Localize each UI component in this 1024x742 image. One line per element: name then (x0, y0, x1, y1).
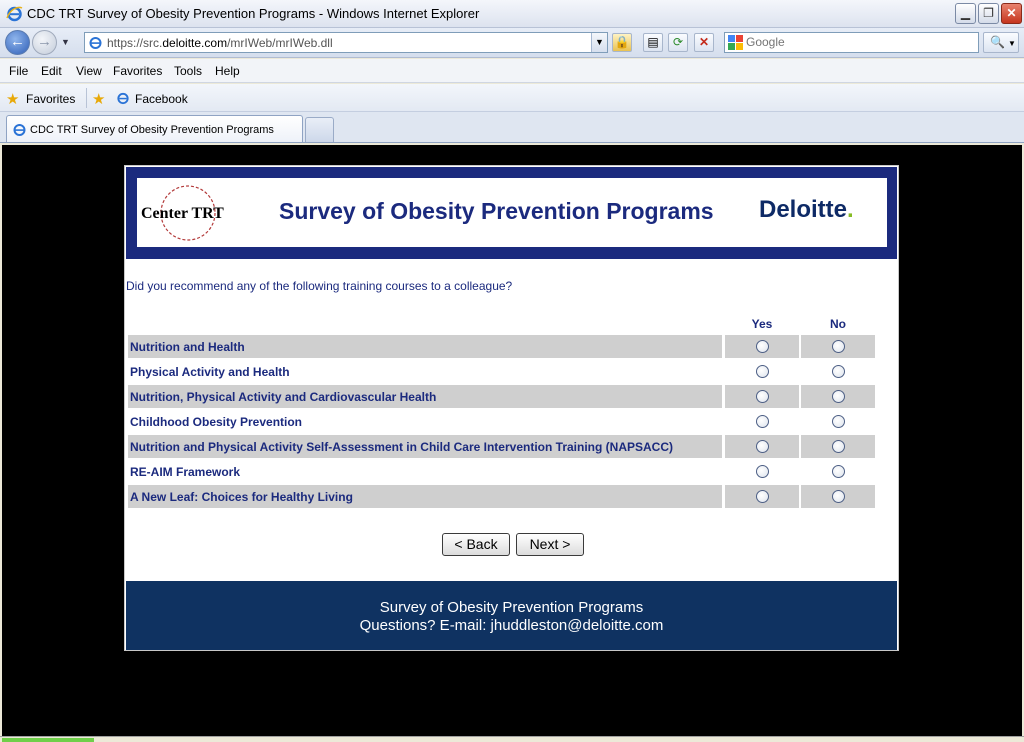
search-input[interactable] (746, 35, 966, 49)
next-button[interactable]: Next > (516, 533, 584, 556)
center-trt-logo (140, 182, 240, 244)
yes-cell (725, 335, 799, 358)
banner-title: Survey of Obesity Prevention Programs (279, 198, 714, 224)
menu-view[interactable]: View (76, 64, 102, 78)
survey-banner (126, 167, 897, 259)
radio-no[interactable] (832, 440, 845, 453)
compatibility-view-icon[interactable]: ▤ (643, 33, 663, 52)
table-row (128, 485, 874, 508)
survey-container (124, 165, 899, 651)
tab-survey[interactable] (6, 115, 303, 142)
no-cell (801, 360, 875, 383)
course-label: Physical Activity and Health (130, 365, 290, 379)
no-cell (801, 435, 875, 458)
address-bar[interactable] (84, 32, 608, 53)
radio-yes[interactable] (756, 490, 769, 503)
menu-favorites[interactable]: Favorites (113, 64, 163, 78)
radio-no[interactable] (832, 390, 845, 403)
table-row (128, 460, 874, 483)
radio-no[interactable] (832, 465, 845, 478)
search-options-dropdown-icon[interactable]: ▼ (1007, 39, 1016, 48)
search-button[interactable] (983, 32, 1019, 53)
menu-help[interactable]: Help (215, 64, 240, 78)
menu-file[interactable]: File (9, 64, 29, 78)
search-box[interactable] (724, 32, 979, 53)
yes-cell (725, 460, 799, 483)
course-label: Nutrition, Physical Activity and Cardiovascular Health (128, 385, 722, 408)
window-title: CDC TRT Survey of Obesity Prevention Programs - Windows Internet Explorer (27, 6, 480, 21)
minimize-button[interactable]: ▁ (955, 3, 976, 24)
footer-contact: Questions? E-mail: jhuddleston@deloitte.com (359, 617, 664, 634)
tab-bar (0, 112, 1024, 143)
facebook-link[interactable]: Facebook (135, 92, 188, 106)
status-bar (0, 736, 1024, 742)
course-label: A New Leaf: Choices for Healthy Living (128, 485, 722, 508)
table-row (128, 435, 874, 458)
stop-icon[interactable]: ✕ (694, 33, 714, 52)
no-cell (801, 410, 875, 433)
new-tab-button[interactable] (305, 117, 334, 142)
table-row (128, 385, 874, 408)
radio-yes[interactable] (756, 415, 769, 428)
center-trt-logo-text: Center TRT (141, 205, 224, 222)
history-dropdown-icon[interactable]: ▼ (61, 37, 70, 47)
close-button[interactable]: ✕ (1001, 3, 1022, 24)
tab-page-icon (12, 122, 27, 137)
yes-cell (725, 485, 799, 508)
lock-icon[interactable]: 🔒 (612, 33, 632, 52)
forward-arrow-icon[interactable]: → (32, 30, 57, 55)
course-label: Nutrition and Health (128, 335, 722, 358)
back-button[interactable]: < Back (442, 533, 510, 556)
radio-no[interactable] (832, 490, 845, 503)
table-row (128, 360, 874, 383)
deloitte-logo: Deloitte. (759, 196, 854, 223)
menu-bar (0, 59, 1024, 83)
address-dropdown-icon[interactable]: ▼ (591, 33, 607, 52)
radio-no[interactable] (832, 340, 845, 353)
survey-footer (126, 581, 897, 650)
tab-label: CDC TRT Survey of Obesity Prevention Programs (30, 124, 274, 136)
radio-no[interactable] (832, 365, 845, 378)
no-cell (801, 335, 875, 358)
internet-explorer-icon (6, 5, 23, 22)
yes-cell (725, 360, 799, 383)
magnifier-icon: 🔍 (990, 35, 1005, 49)
yes-cell (725, 385, 799, 408)
menu-edit[interactable]: Edit (41, 64, 62, 78)
radio-yes[interactable] (756, 340, 769, 353)
google-icon (728, 35, 743, 50)
yes-cell (725, 435, 799, 458)
page-content (2, 145, 1022, 736)
window-titlebar (0, 0, 1024, 28)
no-cell (801, 460, 875, 483)
favorites-star-icon[interactable]: ★ (6, 91, 20, 108)
radio-no[interactable] (832, 415, 845, 428)
refresh-icon[interactable]: ⟳ (668, 33, 688, 52)
favorites-button[interactable]: Favorites (26, 92, 76, 106)
address-url[interactable]: https://src.deloitte.com/mrIWeb/mrIWeb.dll (107, 36, 333, 50)
radio-yes[interactable] (756, 465, 769, 478)
column-header-no: No (830, 317, 846, 331)
table-row (128, 410, 874, 433)
column-header-yes: Yes (751, 317, 773, 331)
radio-yes[interactable] (756, 440, 769, 453)
menu-tools[interactable]: Tools (174, 64, 203, 78)
add-favorite-icon[interactable]: ★ (92, 91, 106, 108)
course-label: RE-AIM Framework (130, 465, 241, 479)
navigation-bar (0, 28, 1024, 58)
banner-inner (137, 178, 887, 247)
course-label: Nutrition and Physical Activity Self-Assessment in Child Care Intervention Training (NAPSACC) (128, 435, 722, 458)
radio-yes[interactable] (756, 390, 769, 403)
toolbar-separator (86, 88, 87, 108)
question-text: Did you recommend any of the following training courses to a colleague? (126, 279, 513, 293)
page-icon (88, 35, 103, 50)
facebook-page-icon (116, 91, 130, 105)
radio-yes[interactable] (756, 365, 769, 378)
load-progress-indicator (2, 738, 94, 742)
favorites-bar (0, 84, 1024, 112)
footer-title: Survey of Obesity Prevention Programs (379, 599, 644, 616)
back-arrow-icon[interactable]: ← (5, 30, 30, 55)
no-cell (801, 385, 875, 408)
table-row (128, 335, 874, 358)
course-label: Childhood Obesity Prevention (130, 415, 303, 429)
yes-cell (725, 410, 799, 433)
restore-button[interactable]: ❐ (978, 3, 999, 24)
no-cell (801, 485, 875, 508)
